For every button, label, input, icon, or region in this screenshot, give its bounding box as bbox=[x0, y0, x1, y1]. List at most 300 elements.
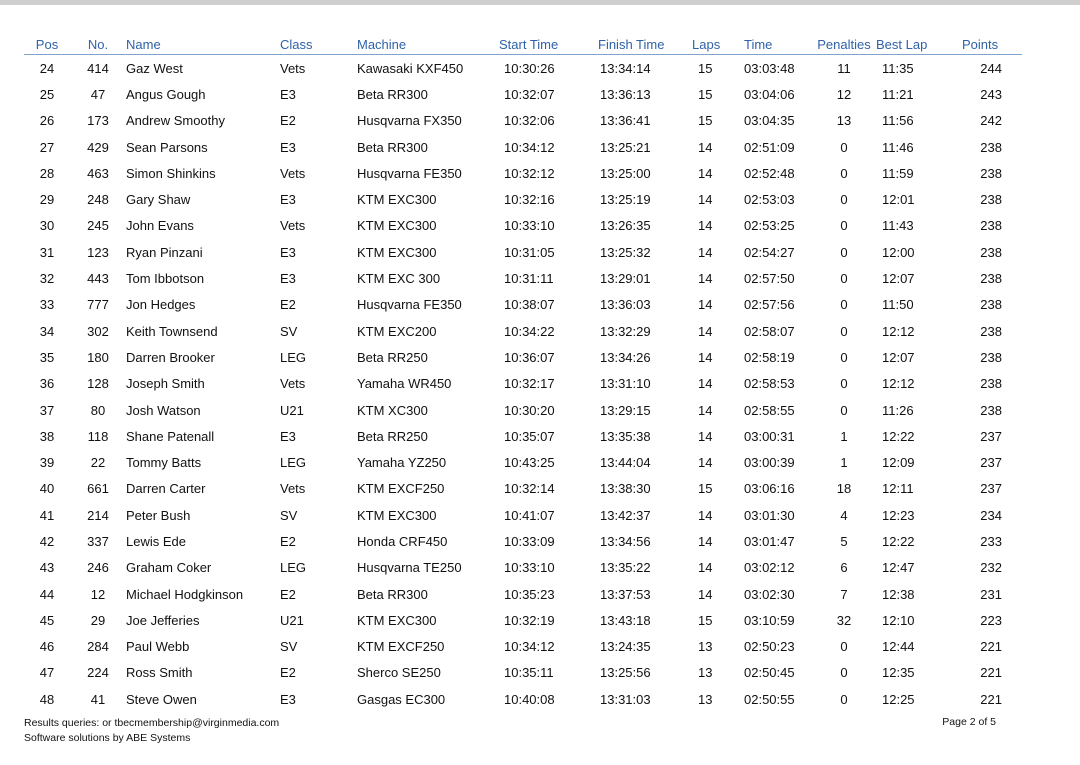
cell-pos: 41 bbox=[39, 507, 55, 523]
cell-points: 238 bbox=[980, 349, 1002, 365]
cell-finish-time: 13:36:41 bbox=[600, 113, 651, 129]
table-row bbox=[24, 634, 1022, 660]
cell-laps: 14 bbox=[698, 323, 713, 339]
cell-penalties: 18 bbox=[836, 481, 852, 497]
cell-start-time: 10:31:05 bbox=[504, 244, 555, 260]
cell-time: 02:52:48 bbox=[744, 165, 795, 181]
col-header-no: No. bbox=[70, 34, 126, 55]
cell-machine: KTM EXC 300 bbox=[357, 271, 441, 287]
cell-best-lap: 12:35 bbox=[882, 665, 915, 681]
cell-best-lap: 12:00 bbox=[882, 244, 915, 260]
cell-penalties: 0 bbox=[840, 271, 848, 287]
col-header-best-lap: Best Lap bbox=[876, 34, 962, 55]
cell-finish-time: 13:44:04 bbox=[600, 455, 651, 471]
cell-start-time: 10:32:07 bbox=[504, 86, 555, 102]
cell-time: 02:58:19 bbox=[744, 349, 795, 365]
table-row bbox=[24, 502, 1022, 528]
software-credit-text: Software solutions by ABE Systems bbox=[24, 732, 191, 744]
cell-class: SV bbox=[280, 323, 298, 339]
cell-machine: Kawasaki KXF450 bbox=[357, 60, 464, 76]
cell-laps: 14 bbox=[698, 560, 713, 576]
cell-pos: 24 bbox=[39, 60, 55, 76]
cell-rider-name: Ross Smith bbox=[126, 665, 193, 681]
cell-time: 02:54:27 bbox=[744, 244, 795, 260]
cell-rider-number: 443 bbox=[87, 271, 109, 287]
cell-points: 238 bbox=[980, 323, 1002, 339]
cell-rider-name: Ryan Pinzani bbox=[126, 244, 203, 260]
cell-best-lap: 12:22 bbox=[882, 428, 915, 444]
cell-rider-number: 80 bbox=[90, 402, 106, 418]
table-row bbox=[24, 449, 1022, 475]
cell-points: 242 bbox=[980, 113, 1002, 129]
cell-time: 02:51:09 bbox=[744, 139, 795, 155]
table-row bbox=[24, 555, 1022, 581]
cell-rider-name: Joseph Smith bbox=[126, 376, 205, 392]
cell-best-lap: 12:22 bbox=[882, 533, 915, 549]
cell-time: 03:04:06 bbox=[744, 86, 795, 102]
cell-laps: 14 bbox=[698, 586, 713, 602]
cell-penalties: 12 bbox=[836, 86, 852, 102]
cell-rider-number: 214 bbox=[87, 507, 109, 523]
cell-pos: 28 bbox=[39, 165, 55, 181]
cell-best-lap: 12:47 bbox=[882, 560, 915, 576]
cell-machine: Beta RR250 bbox=[357, 428, 428, 444]
table-row bbox=[24, 686, 1022, 712]
cell-rider-number: 248 bbox=[87, 192, 109, 208]
cell-pos: 33 bbox=[39, 297, 55, 313]
cell-time: 03:01:47 bbox=[744, 533, 795, 549]
cell-best-lap: 11:50 bbox=[882, 297, 914, 313]
cell-laps: 14 bbox=[698, 507, 713, 523]
cell-machine: KTM EXC300 bbox=[357, 612, 437, 628]
results-queries-text: Results queries: or tbecmembership@virginmedia.com bbox=[24, 717, 280, 729]
cell-best-lap: 12:44 bbox=[882, 639, 915, 655]
cell-penalties: 11 bbox=[837, 60, 851, 76]
cell-rider-name: Josh Watson bbox=[126, 402, 201, 418]
cell-class: E2 bbox=[280, 113, 296, 129]
cell-pos: 42 bbox=[39, 533, 55, 549]
table-row bbox=[24, 397, 1022, 423]
cell-rider-number: 173 bbox=[87, 113, 109, 129]
table-body bbox=[24, 55, 1022, 713]
cell-machine: KTM EXCF250 bbox=[357, 481, 445, 497]
cell-machine: Beta RR250 bbox=[357, 349, 428, 365]
cell-rider-number: 284 bbox=[87, 639, 109, 655]
cell-start-time: 10:33:10 bbox=[504, 560, 555, 576]
cell-penalties: 0 bbox=[840, 244, 848, 260]
cell-best-lap: 11:26 bbox=[882, 402, 914, 418]
cell-best-lap: 11:59 bbox=[882, 165, 914, 181]
cell-finish-time: 13:25:32 bbox=[600, 244, 651, 260]
cell-start-time: 10:30:26 bbox=[504, 60, 555, 76]
cell-start-time: 10:32:17 bbox=[504, 376, 555, 392]
cell-points: 243 bbox=[980, 86, 1002, 102]
cell-points: 244 bbox=[980, 60, 1002, 76]
table-row bbox=[24, 55, 1022, 82]
cell-finish-time: 13:29:01 bbox=[600, 271, 651, 287]
cell-time: 03:04:35 bbox=[744, 113, 795, 129]
cell-rider-number: 128 bbox=[87, 376, 109, 392]
cell-points: 237 bbox=[980, 455, 1002, 471]
cell-pos: 45 bbox=[39, 612, 55, 628]
cell-time: 02:58:53 bbox=[744, 376, 795, 392]
cell-machine: Husqvarna FX350 bbox=[357, 113, 462, 129]
cell-rider-number: 22 bbox=[90, 455, 106, 471]
cell-pos: 31 bbox=[39, 244, 55, 260]
cell-best-lap: 11:43 bbox=[882, 218, 914, 234]
cell-finish-time: 13:24:35 bbox=[600, 639, 651, 655]
cell-pos: 32 bbox=[39, 271, 55, 287]
cell-best-lap: 12:12 bbox=[882, 323, 915, 339]
cell-best-lap: 12:38 bbox=[882, 586, 915, 602]
cell-best-lap: 12:12 bbox=[882, 376, 915, 392]
cell-pos: 26 bbox=[39, 113, 55, 129]
cell-start-time: 10:33:09 bbox=[504, 533, 555, 549]
cell-rider-name: Gaz West bbox=[126, 60, 183, 76]
cell-start-time: 10:32:06 bbox=[504, 113, 555, 129]
cell-finish-time: 13:31:03 bbox=[600, 691, 651, 707]
cell-laps: 14 bbox=[698, 165, 713, 181]
table-row bbox=[24, 423, 1022, 449]
cell-pos: 39 bbox=[39, 455, 55, 471]
cell-start-time: 10:32:12 bbox=[504, 165, 555, 181]
table-row bbox=[24, 265, 1022, 291]
cell-rider-name: Peter Bush bbox=[126, 507, 191, 523]
col-header-name: Name bbox=[126, 34, 280, 55]
cell-points: 238 bbox=[980, 271, 1002, 287]
cell-pos: 34 bbox=[39, 323, 55, 339]
cell-penalties: 1 bbox=[840, 428, 848, 444]
cell-rider-name: Michael Hodgkinson bbox=[126, 586, 244, 602]
cell-start-time: 10:43:25 bbox=[504, 455, 555, 471]
cell-start-time: 10:34:22 bbox=[504, 323, 555, 339]
cell-laps: 13 bbox=[698, 639, 713, 655]
cell-best-lap: 12:07 bbox=[882, 349, 915, 365]
cell-finish-time: 13:43:18 bbox=[600, 612, 651, 628]
cell-rider-number: 245 bbox=[87, 218, 109, 234]
cell-penalties: 0 bbox=[840, 349, 848, 365]
table-row bbox=[24, 607, 1022, 633]
cell-best-lap: 12:11 bbox=[882, 481, 914, 497]
cell-pos: 30 bbox=[39, 218, 55, 234]
table-row bbox=[24, 344, 1022, 370]
cell-machine: Beta RR300 bbox=[357, 586, 428, 602]
cell-rider-name: Keith Townsend bbox=[126, 323, 218, 339]
cell-start-time: 10:41:07 bbox=[504, 507, 555, 523]
cell-laps: 14 bbox=[698, 271, 713, 287]
cell-rider-name: Paul Webb bbox=[126, 639, 190, 655]
cell-machine: Husqvarna FE350 bbox=[357, 297, 462, 313]
cell-time: 02:57:50 bbox=[744, 271, 795, 287]
table-row bbox=[24, 292, 1022, 318]
col-header-finish-time: Finish Time bbox=[598, 34, 692, 55]
cell-points: 223 bbox=[980, 612, 1002, 628]
cell-rider-number: 463 bbox=[87, 165, 109, 181]
cell-finish-time: 13:34:26 bbox=[600, 349, 651, 365]
table-row bbox=[24, 476, 1022, 502]
cell-pos: 48 bbox=[39, 691, 55, 707]
cell-finish-time: 13:25:00 bbox=[600, 165, 651, 181]
cell-machine: KTM EXC300 bbox=[357, 507, 437, 523]
cell-time: 02:53:25 bbox=[744, 218, 795, 234]
col-header-pos: Pos bbox=[24, 34, 70, 55]
cell-points: 221 bbox=[980, 691, 1002, 707]
cell-penalties: 0 bbox=[840, 192, 848, 208]
cell-class: E2 bbox=[280, 533, 296, 549]
cell-start-time: 10:34:12 bbox=[504, 139, 555, 155]
table-header bbox=[24, 34, 1022, 55]
cell-finish-time: 13:26:35 bbox=[600, 218, 651, 234]
cell-penalties: 0 bbox=[840, 376, 848, 392]
cell-class: E3 bbox=[280, 691, 296, 707]
cell-class: LEG bbox=[280, 560, 307, 576]
cell-rider-number: 29 bbox=[90, 612, 106, 628]
cell-time: 02:50:55 bbox=[744, 691, 795, 707]
cell-penalties: 0 bbox=[840, 165, 848, 181]
cell-laps: 14 bbox=[698, 218, 713, 234]
cell-points: 238 bbox=[980, 139, 1002, 155]
cell-penalties: 6 bbox=[840, 560, 848, 576]
table-row bbox=[24, 134, 1022, 160]
cell-laps: 15 bbox=[698, 113, 713, 129]
cell-rider-number: 224 bbox=[87, 665, 109, 681]
cell-laps: 13 bbox=[698, 665, 713, 681]
cell-start-time: 10:31:11 bbox=[504, 271, 554, 287]
cell-penalties: 32 bbox=[836, 612, 852, 628]
top-border bbox=[0, 0, 1080, 5]
cell-class: Vets bbox=[280, 376, 306, 392]
cell-points: 238 bbox=[980, 244, 1002, 260]
cell-class: E2 bbox=[280, 665, 296, 681]
cell-penalties: 1 bbox=[840, 455, 848, 471]
cell-rider-name: Steve Owen bbox=[126, 691, 197, 707]
cell-class: E3 bbox=[280, 271, 296, 287]
cell-best-lap: 12:07 bbox=[882, 271, 915, 287]
cell-finish-time: 13:36:03 bbox=[600, 297, 651, 313]
cell-penalties: 13 bbox=[836, 113, 852, 129]
cell-best-lap: 12:25 bbox=[882, 691, 915, 707]
cell-laps: 14 bbox=[698, 533, 713, 549]
cell-time: 02:50:23 bbox=[744, 639, 795, 655]
cell-penalties: 0 bbox=[840, 665, 848, 681]
cell-rider-number: 118 bbox=[87, 428, 109, 444]
cell-start-time: 10:34:12 bbox=[504, 639, 555, 655]
cell-start-time: 10:35:07 bbox=[504, 428, 555, 444]
cell-machine: Husqvarna TE250 bbox=[357, 560, 462, 576]
results-table bbox=[24, 34, 1022, 712]
cell-penalties: 0 bbox=[840, 691, 848, 707]
col-header-start-time: Start Time bbox=[499, 34, 598, 55]
cell-rider-name: Darren Carter bbox=[126, 481, 206, 497]
cell-pos: 25 bbox=[39, 86, 55, 102]
cell-machine: Sherco SE250 bbox=[357, 665, 441, 681]
cell-points: 238 bbox=[980, 376, 1002, 392]
table-row bbox=[24, 660, 1022, 686]
cell-rider-name: Graham Coker bbox=[126, 560, 212, 576]
cell-class: E2 bbox=[280, 297, 296, 313]
cell-penalties: 4 bbox=[840, 507, 848, 523]
cell-rider-number: 429 bbox=[87, 139, 109, 155]
cell-machine: Yamaha YZ250 bbox=[357, 455, 447, 471]
cell-laps: 14 bbox=[698, 139, 713, 155]
table-row bbox=[24, 81, 1022, 107]
cell-laps: 14 bbox=[698, 428, 713, 444]
cell-rider-number: 123 bbox=[87, 244, 109, 260]
cell-best-lap: 12:10 bbox=[882, 612, 915, 628]
cell-time: 02:50:45 bbox=[744, 665, 795, 681]
footer-info bbox=[24, 716, 279, 746]
cell-machine: KTM XC300 bbox=[357, 402, 428, 418]
cell-class: SV bbox=[280, 507, 298, 523]
cell-points: 237 bbox=[980, 428, 1002, 444]
cell-rider-number: 47 bbox=[90, 86, 106, 102]
cell-points: 233 bbox=[980, 533, 1002, 549]
cell-laps: 14 bbox=[698, 402, 713, 418]
cell-start-time: 10:32:19 bbox=[504, 612, 555, 628]
table-row bbox=[24, 108, 1022, 134]
cell-machine: Husqvarna FE350 bbox=[357, 165, 462, 181]
cell-class: E3 bbox=[280, 192, 296, 208]
cell-class: U21 bbox=[280, 612, 304, 628]
cell-penalties: 0 bbox=[840, 323, 848, 339]
cell-laps: 15 bbox=[698, 612, 713, 628]
cell-class: LEG bbox=[280, 349, 307, 365]
cell-start-time: 10:32:16 bbox=[504, 192, 555, 208]
cell-pos: 37 bbox=[39, 402, 55, 418]
cell-start-time: 10:35:11 bbox=[504, 665, 554, 681]
cell-points: 231 bbox=[980, 586, 1002, 602]
cell-time: 03:03:48 bbox=[744, 60, 795, 76]
table-row bbox=[24, 371, 1022, 397]
cell-penalties: 0 bbox=[840, 639, 848, 655]
col-header-time: Time bbox=[744, 34, 812, 55]
cell-pos: 29 bbox=[39, 192, 55, 208]
cell-rider-number: 180 bbox=[87, 349, 109, 365]
cell-laps: 14 bbox=[698, 297, 713, 313]
table-row bbox=[24, 581, 1022, 607]
cell-finish-time: 13:32:29 bbox=[600, 323, 651, 339]
cell-points: 238 bbox=[980, 165, 1002, 181]
cell-rider-number: 661 bbox=[87, 481, 109, 497]
cell-laps: 15 bbox=[698, 60, 713, 76]
cell-laps: 13 bbox=[698, 691, 713, 707]
cell-points: 238 bbox=[980, 218, 1002, 234]
cell-machine: KTM EXC300 bbox=[357, 218, 437, 234]
cell-class: E2 bbox=[280, 586, 296, 602]
cell-class: LEG bbox=[280, 455, 307, 471]
cell-class: Vets bbox=[280, 60, 306, 76]
cell-pos: 46 bbox=[39, 639, 55, 655]
cell-laps: 15 bbox=[698, 481, 713, 497]
cell-time: 03:00:39 bbox=[744, 455, 795, 471]
cell-time: 03:01:30 bbox=[744, 507, 795, 523]
cell-class: E3 bbox=[280, 139, 296, 155]
cell-best-lap: 12:23 bbox=[882, 507, 915, 523]
table-row bbox=[24, 239, 1022, 265]
cell-rider-number: 777 bbox=[87, 297, 109, 313]
cell-rider-name: Jon Hedges bbox=[126, 297, 196, 313]
cell-time: 03:10:59 bbox=[744, 612, 795, 628]
cell-class: E3 bbox=[280, 86, 296, 102]
cell-time: 02:58:07 bbox=[744, 323, 795, 339]
cell-points: 238 bbox=[980, 297, 1002, 313]
cell-rider-name: Joe Jefferies bbox=[126, 612, 200, 628]
cell-machine: Gasgas EC300 bbox=[357, 691, 446, 707]
cell-start-time: 10:35:23 bbox=[504, 586, 555, 602]
cell-points: 238 bbox=[980, 192, 1002, 208]
cell-rider-name: Gary Shaw bbox=[126, 192, 191, 208]
cell-rider-name: Tommy Batts bbox=[126, 455, 202, 471]
cell-time: 03:02:30 bbox=[744, 586, 795, 602]
cell-finish-time: 13:31:10 bbox=[600, 376, 651, 392]
cell-points: 221 bbox=[980, 665, 1002, 681]
cell-rider-number: 41 bbox=[90, 691, 106, 707]
cell-time: 02:58:55 bbox=[744, 402, 795, 418]
cell-rider-number: 302 bbox=[87, 323, 109, 339]
cell-machine: KTM EXC300 bbox=[357, 192, 437, 208]
cell-rider-number: 12 bbox=[90, 586, 106, 602]
cell-rider-name: Angus Gough bbox=[126, 86, 206, 102]
cell-finish-time: 13:25:21 bbox=[600, 139, 651, 155]
cell-class: U21 bbox=[280, 402, 304, 418]
cell-points: 238 bbox=[980, 402, 1002, 418]
cell-finish-time: 13:42:37 bbox=[600, 507, 651, 523]
cell-best-lap: 11:56 bbox=[882, 113, 914, 129]
cell-time: 03:06:16 bbox=[744, 481, 795, 497]
cell-start-time: 10:32:14 bbox=[504, 481, 555, 497]
table-row bbox=[24, 160, 1022, 186]
table-row bbox=[24, 186, 1022, 212]
cell-start-time: 10:36:07 bbox=[504, 349, 555, 365]
cell-class: E3 bbox=[280, 428, 296, 444]
cell-rider-name: Lewis Ede bbox=[126, 533, 186, 549]
cell-laps: 14 bbox=[698, 192, 713, 208]
cell-penalties: 0 bbox=[840, 218, 848, 234]
header-row bbox=[24, 34, 1022, 55]
cell-class: Vets bbox=[280, 165, 306, 181]
cell-start-time: 10:40:08 bbox=[504, 691, 555, 707]
cell-penalties: 5 bbox=[840, 533, 848, 549]
cell-pos: 40 bbox=[39, 481, 55, 497]
cell-class: E3 bbox=[280, 244, 296, 260]
cell-finish-time: 13:34:14 bbox=[600, 60, 651, 76]
col-header-class: Class bbox=[280, 34, 357, 55]
cell-pos: 44 bbox=[39, 586, 55, 602]
cell-pos: 47 bbox=[39, 665, 55, 681]
cell-finish-time: 13:25:56 bbox=[600, 665, 651, 681]
cell-machine: Yamaha WR450 bbox=[357, 376, 452, 392]
cell-finish-time: 13:29:15 bbox=[600, 402, 651, 418]
cell-pos: 43 bbox=[39, 560, 55, 576]
cell-pos: 27 bbox=[39, 139, 55, 155]
cell-finish-time: 13:36:13 bbox=[600, 86, 651, 102]
cell-class: Vets bbox=[280, 481, 306, 497]
cell-rider-name: Simon Shinkins bbox=[126, 165, 216, 181]
cell-time: 02:53:03 bbox=[744, 192, 795, 208]
cell-time: 03:00:31 bbox=[744, 428, 795, 444]
cell-pos: 35 bbox=[39, 349, 55, 365]
cell-machine: KTM EXC200 bbox=[357, 323, 437, 339]
table-row bbox=[24, 528, 1022, 554]
cell-laps: 14 bbox=[698, 455, 713, 471]
cell-class: SV bbox=[280, 639, 298, 655]
cell-points: 234 bbox=[980, 507, 1002, 523]
cell-laps: 14 bbox=[698, 349, 713, 365]
cell-finish-time: 13:35:22 bbox=[600, 560, 651, 576]
cell-penalties: 0 bbox=[840, 139, 848, 155]
col-header-penalties: Penalties bbox=[812, 34, 876, 55]
cell-best-lap: 12:09 bbox=[882, 455, 915, 471]
